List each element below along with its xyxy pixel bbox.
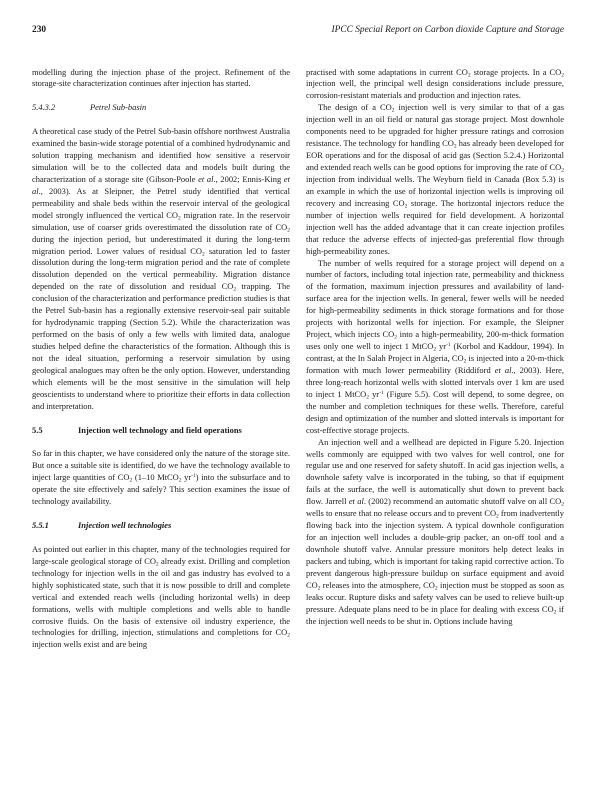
- body-paragraph: As pointed out earlier in this chapter, many of the technologies required for large-scale geological storage of $CO_2$ already exist. Drilling and completion technology for injection wells in the oil and gas industry has evolved to a highly sophisticated state, such that it is now possible to drill and complete vertical and extended reach wells (including horizontal wells) in deep formations, wells with multiple completions and wells able to handle corrosive fluids. On the basis of extensive oil industry experience, the technologies for drilling, injection, stimulations and completions for $CO_2$ injection wells exist and are being: [32, 543, 291, 650]
- heading-number: 5.5: [32, 424, 43, 435]
- body-paragraph: An injection well and a wellhead are depicted in Figure 5.20. Injection wells commonly are equipped with two valves for well control, one for regular use and one reserved for safety shutoff. In acid gas injection wells, a downhole safety valve is incorporated in the tubing, so that if equipment fails at the surface, the well is automatically shut down to prevent back flow. Jarrell et al. (2002) recommend an automatic shutoff valve on all $CO_2$ wells to ensure that no release occurs and to prevent $CO_2$ from inadvertently flowing back into the injection system. A typical downhole configuration for an injection well includes a double-grip packer, an on-off tool and a downhole shutoff valve. Annular pressure monitors help detect leaks in packers and tubing, which is important for taking rapid corrective action. To prevent dangerous high-pressure buildup on surface equipment and avoid $CO_2$ releases into the atmosphere, $CO_2$ injection must be stopped as soon as leaks occur. Rupture disks and safety valves can be used to relieve built-up pressure. Adequate plans need to be in place for dealing with excess $CO_2$ if the injection well needs to be shut in. Options include having: [306, 436, 565, 626]
- running-title: IPCC Special Report on Carbon dioxide Capture and Storage: [331, 25, 564, 35]
- body-paragraph: The number of wells required for a storage project will depend on a number of factors, including total injection rate, permeability and thickness of the formation, maximum injection pressures and availability of land-surface area for the injection wells. In general, fewer wells will be needed for high-permeability sediments in thick storage formations and for those projects with horizontal wells for injection. For example, the Sleipner Project, which injects $CO_2$ into a high-permeability, 200-m-thick formation uses only one well to inject 1 MtCO$_2$ $yr^{-1}$ (Korbol and Kaddour, 1994). In contrast, at the In Salah Project in Algeria, $CO_2$ is injected into a 20-m-thick formation with much lower permeability (Riddiford et al., 2003). Here, three long-reach horizontal wells with slotted intervals over 1 km are used to inject 1 MtCO$_2$ $yr^{-1}$ (Figure 5.5). Cost will depend, to some degree, on the number and completion techniques for these wells. Therefore, careful design and optimization of the number and slotted intervals is important for cost-effective storage projects.: [306, 257, 565, 435]
- subsection-heading: [32, 520, 290, 532]
- page-number: 230: [32, 25, 47, 35]
- spacer: [32, 437, 290, 449]
- section-heading: [32, 425, 290, 437]
- left-column: [32, 67, 290, 652]
- body-paragraph: A theoretical case study of the Petrel Sub-basin offshore northwest Australia examined the basin-wide storage potential of a combined hydrodynamic and solution trapping mechanism and identified how sensitive a reservoir simulation will be to the collected data and models built during the characterization of a storage site (Gibson-Poole et al., 2002; Ennis-King et al., 2003). As at Sleipner, the Petrel study identified that vertical permeability and shale beds within the reservoir interval of the geological model strongly influenced the vertical $CO_2$ migration rate. In the reservoir simulation, use of coarser grids overestimated the dissolution rate of $CO_2$ during the injection period, but underestimated it during the long-term migration period. Lower values of residual $CO_2$ saturation led to faster dissolution during the long-term migration period and the rate of complete dissolution depended on the vertical permeability. Migration distance depended on the rate of dissolution and residual $CO_2$ trapping. The conclusion of the characterization and performance prediction studies is that the Petrel Sub-basin has a regionally extensive reservoir-seal pair suitable for hydrodynamic trapping (Section 5.2). While the characterization was performed on the basis of only a few wells with limited data, analogue studies helped define the characteristics of the formation. Although this is not the ideal situation, performing a reservoir simulation by using geological analogues may often be the only option. However, understanding which elements will be the most sensitive in the simulation will help geoscientists to understand where to prioritize their efforts in data collection and interpretation.: [32, 126, 291, 411]
- heading-title: Petrel Sub-basin: [90, 102, 147, 113]
- body-paragraph: modelling during the injection phase of the project. Refinement of the storage-site characterization continues after injection has started.: [32, 66, 290, 89]
- subsubsection-heading: [32, 102, 290, 114]
- body-paragraph: The design of a $CO_2$ injection well is very similar to that of a gas injection well in an oil field or natural gas storage project. Most downhole components need to be upgraded for higher pressure ratings and corrosion resistance. The technology for handling $CO_2$ has already been developed for EOR operations and for the disposal of acid gas (Section 5.2.4.) Horizontal and extended reach wells can be good options for improving the rate of $CO_2$ injection from individual wells. The Weyburn field in Canada (Box 5.3) is an example in which the use of horizontal injection wells is improving oil recovery and increasing $CO_2$ storage. The horizontal injectors reduce the number of injection wells required for field development. A horizontal injection well has the added advantage that it can create injection profiles that reduce the adverse effects of injected-gas preferential flow through high-permeability zones.: [306, 102, 564, 256]
- heading-number: 5.5.1: [32, 520, 49, 531]
- heading-title: Injection well technology and field operations: [78, 424, 242, 435]
- spacer: [32, 90, 290, 102]
- spacer: [32, 114, 290, 126]
- spacer: [32, 532, 290, 544]
- spacer: [32, 508, 290, 520]
- right-column: [306, 67, 564, 628]
- body-paragraph: practised with some adaptations in current $CO_2$ storage projects. In a $CO_2$ injection well, the principal well design considerations include pressure, corrosion-resistant materials and production and injection rates.: [306, 66, 564, 101]
- heading-title: Injection well technologies: [78, 520, 172, 531]
- heading-number: 5.4.3.2: [32, 102, 56, 113]
- body-paragraph: So far in this chapter, we have considered only the nature of the storage site. But once a suitable site is identified, do we have the technology available to inject large quantities of $CO_2$ (1–10 MtCO$_2$ $yr^{-1}$) into the subsurface and to operate the site effectively and safely? This section examines the issue of technology availability.: [32, 448, 290, 507]
- spacer: [32, 413, 290, 425]
